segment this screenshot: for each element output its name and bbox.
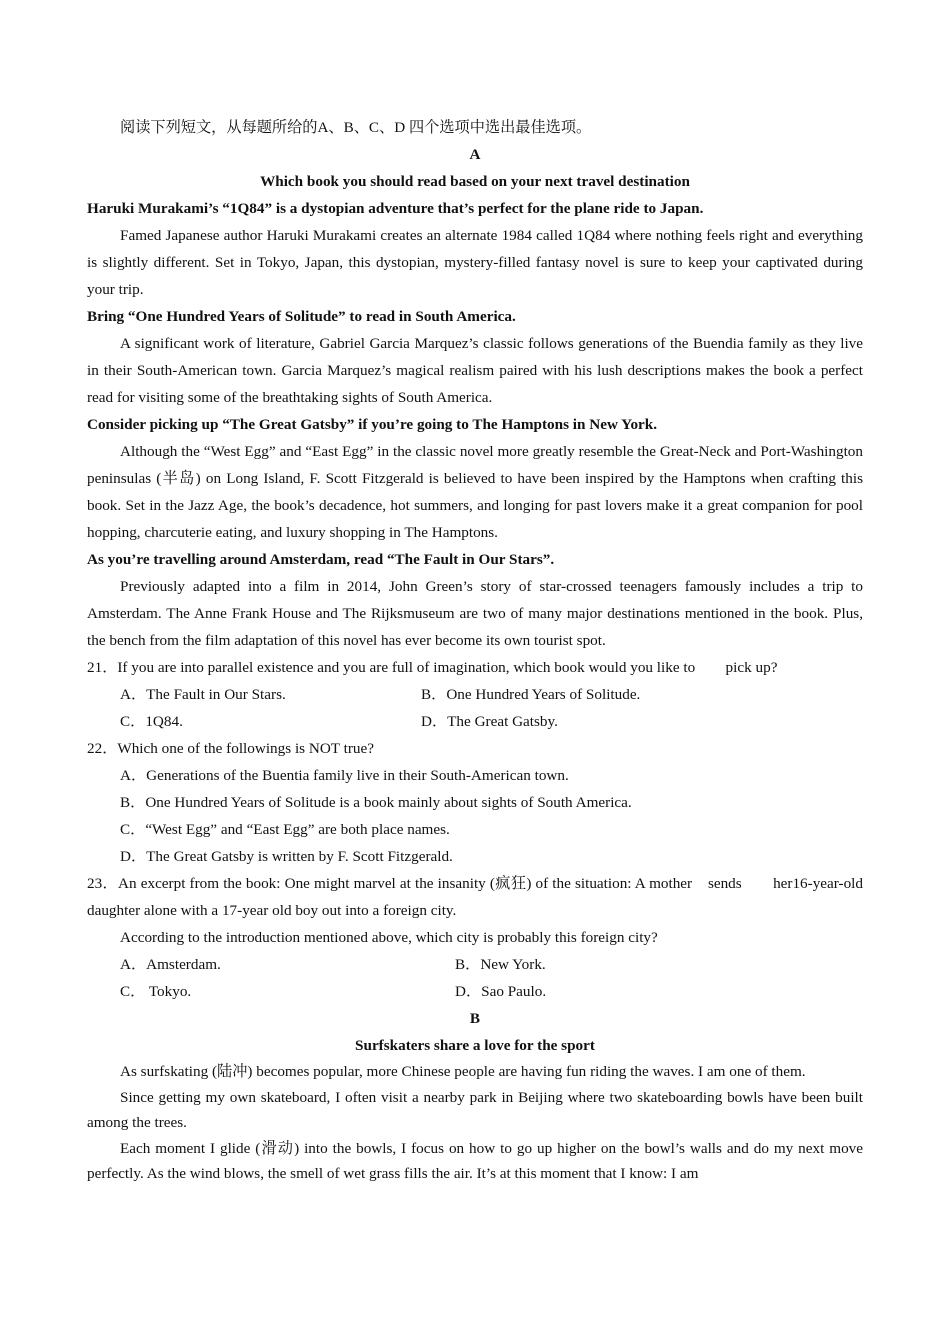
option-c[interactable]: C．“West Egg” and “East Egg” are both place names. [120, 821, 450, 838]
section-b-title: Surfskaters share a love for the sport [355, 1037, 595, 1054]
option-d[interactable]: D．The Great Gatsby is written by F. Scott Fitzgerald. [120, 848, 453, 865]
option-b[interactable]: B．One Hundred Years of Solitude is a book mainly about sights of South America. [120, 794, 632, 811]
book-heading: Consider picking up “The Great Gatsby” if you’re going to The Hamptons in New York. [87, 416, 658, 433]
section-b-body [87, 1059, 863, 1187]
passage-paragraph: As surfskating (陆冲) becomes popular, more Chinese people are having fun riding the waves. I am one of them. [120, 1063, 806, 1080]
option-b[interactable]: B．New York. [455, 956, 546, 973]
option-a[interactable]: A．Generations of the Buentia family live in their South-American town. [120, 767, 569, 784]
book-body: Although the “West Egg” and “East Egg” in the classic novel more greatly resemble the Great-Neck and Port-Washington peninsulas (半岛) on Long Island, F. Scott Fitzgerald is believed to have been inspired by the Hamptons when crafting this book. Set in the Jazz Age, the book’s decadence, hot summers, and longing for past lovers make it a great companion for pool hopping, charcuterie eating, and luxury shopping in The Hamptons. [87, 443, 863, 541]
book-body: A significant work of literature, Gabriel Garcia Marquez’s classic follows generations of the Buendia family as they live in their South-American town. Garcia Marquez’s magical realism paired with his lush descriptions makes the book a perfect read for visiting some of the breathtaking sights of South America. [87, 335, 863, 406]
option-d[interactable]: D．Sao Paulo. [455, 983, 547, 1000]
section-a-title: Which book you should read based on your next travel destination [260, 173, 690, 190]
option-d[interactable]: D．The Great Gatsby. [421, 713, 558, 730]
question-23-sub: According to the introduction mentioned above, which city is probably this foreign city? [120, 929, 658, 946]
question-22-stem: 22．Which one of the followings is NOT true? [87, 740, 374, 757]
question-23-stem: 23．An excerpt from the book: One might marvel at the insanity (疯狂) of the situation: A mother sends her16-year-old daughter alone with a 17-year old boy out into a foreign city. [87, 875, 863, 919]
question-21-options-row [87, 681, 863, 708]
option-a[interactable]: A．Amsterdam. [120, 956, 221, 973]
option-c[interactable]: C．1Q84. [120, 713, 183, 730]
book-body: Previously adapted into a film in 2014, John Green’s story of star-crossed teenagers famously includes a trip to Amsterdam. The Anne Frank House and The Rijksmuseum are two of many major destinations mentioned in the book. Plus, the bench from the film adaptation of this novel has ever become its own tourist spot. [87, 578, 863, 649]
book-heading: Haruki Murakami’s “1Q84” is a dystopian adventure that’s perfect for the plane ride to Japan. [87, 200, 704, 217]
question-23-options-row [87, 978, 863, 1005]
book-heading: Bring “One Hundred Years of Solitude” to read in South America. [87, 308, 516, 325]
question-21-stem: 21．If you are into parallel existence and you are full of imagination, which book would you like to pick up? [87, 659, 778, 676]
option-a[interactable]: A．The Fault in Our Stars. [120, 686, 286, 703]
exam-page [87, 114, 863, 1187]
question-21-options-row [87, 708, 863, 735]
question-23-options-row [87, 951, 863, 978]
book-heading: As you’re travelling around Amsterdam, read “The Fault in Our Stars”. [87, 551, 555, 568]
instruction: 阅读下列短文，从每题所给的A、B、C、D 四个选项中选出最佳选项。 [120, 119, 592, 136]
passage-paragraph: Each moment I glide (滑动) into the bowls, I focus on how to go up higher on the bowl’s walls and do my next move perfectly. As the wind blows, the smell of wet grass fills the air. It’s at this moment that I know: I am [87, 1139, 863, 1182]
passage-paragraph: Since getting my own skateboard, I often visit a nearby park in Beijing where two skateboarding bowls have been built among the trees. [87, 1088, 863, 1131]
book-body: Famed Japanese author Haruki Murakami creates an alternate 1984 called 1Q84 where nothing feels right and everything is slightly different. Set in Tokyo, Japan, this dystopian, mystery-filled fantasy novel is sure to keep your captivated during your trip. [87, 227, 863, 298]
section-a-label: A [469, 146, 481, 163]
option-b[interactable]: B．One Hundred Years of Solitude. [421, 686, 641, 703]
option-c[interactable]: C． Tokyo. [120, 983, 192, 1000]
section-b-label: B [469, 1010, 481, 1027]
